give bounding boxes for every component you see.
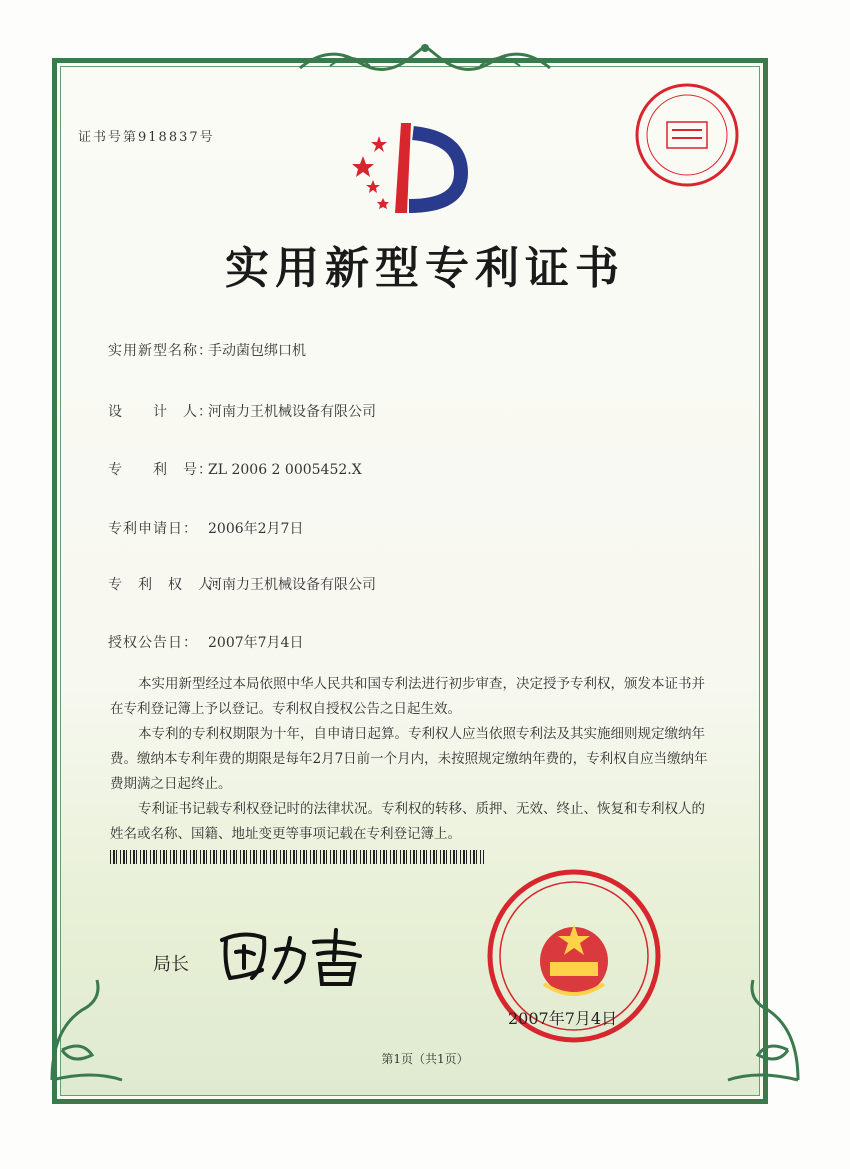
field-value: 2006年2月7日 <box>208 521 304 537</box>
body-paragraph: 本实用新型经过本局依照中华人民共和国专利法进行初步审查，决定授予专利权，颁发本证书并在专利登记簿上予以登记。专利权自授权公告之日起生效。 <box>110 676 705 717</box>
field-label: 专利申请日： <box>108 521 198 537</box>
bottom-right-ornament-icon <box>708 970 808 1090</box>
director-label: 局长 <box>153 954 189 975</box>
field-designer <box>108 401 376 421</box>
certificate-number: 证书号第918837号 <box>78 130 215 145</box>
patent-office-logo-icon <box>343 118 473 218</box>
page-number: 第1页（共1页） <box>381 1052 469 1066</box>
field-label: 授权公告日： <box>108 635 198 651</box>
field-value: 河南力王机械设备有限公司 <box>208 404 376 420</box>
top-ornament-icon <box>290 38 560 78</box>
field-patent-number <box>108 459 362 479</box>
field-value: 2007年7月4日 <box>208 635 304 651</box>
director-signature-icon <box>214 920 374 990</box>
tax-seal-icon <box>632 80 742 190</box>
barcode <box>110 850 484 864</box>
field-utility-model-name <box>108 340 306 360</box>
sign-date: 2007年7月4日 <box>508 1009 618 1028</box>
field-value: ZL 2006 2 0005452.X <box>208 462 362 478</box>
field-label: 专 利 权 人： <box>108 577 228 593</box>
field-label: 设 计 人： <box>108 404 213 420</box>
body-paragraph: 专利证书记载专利权登记时的法律状况。专利权的转移、质押、无效、终止、恢复和专利权人的姓名或名称、国籍、地址变更等事项记载在专利登记簿上。 <box>110 801 705 842</box>
certificate-body-text <box>110 672 710 847</box>
field-patentee <box>108 574 376 594</box>
field-announcement-date <box>108 632 303 652</box>
bottom-left-ornament-icon <box>42 970 142 1090</box>
field-label: 专 利 号： <box>108 462 213 478</box>
certificate-title: 实用新型专利证书 <box>225 243 625 294</box>
field-application-date <box>108 518 303 538</box>
field-value: 河南力王机械设备有限公司 <box>208 577 376 593</box>
field-value: 手动菌包绑口机 <box>208 343 306 359</box>
body-paragraph: 本专利的专利权期限为十年，自申请日起算。专利权人应当依照专利法及其实施细则规定缴纳年费。缴纳本专利年费的期限是每年2月7日前一个月内，未按照规定缴纳年费的，专利权自应当缴纳年费期满之日起终止。 <box>110 726 708 792</box>
field-label: 实用新型名称： <box>108 343 213 359</box>
